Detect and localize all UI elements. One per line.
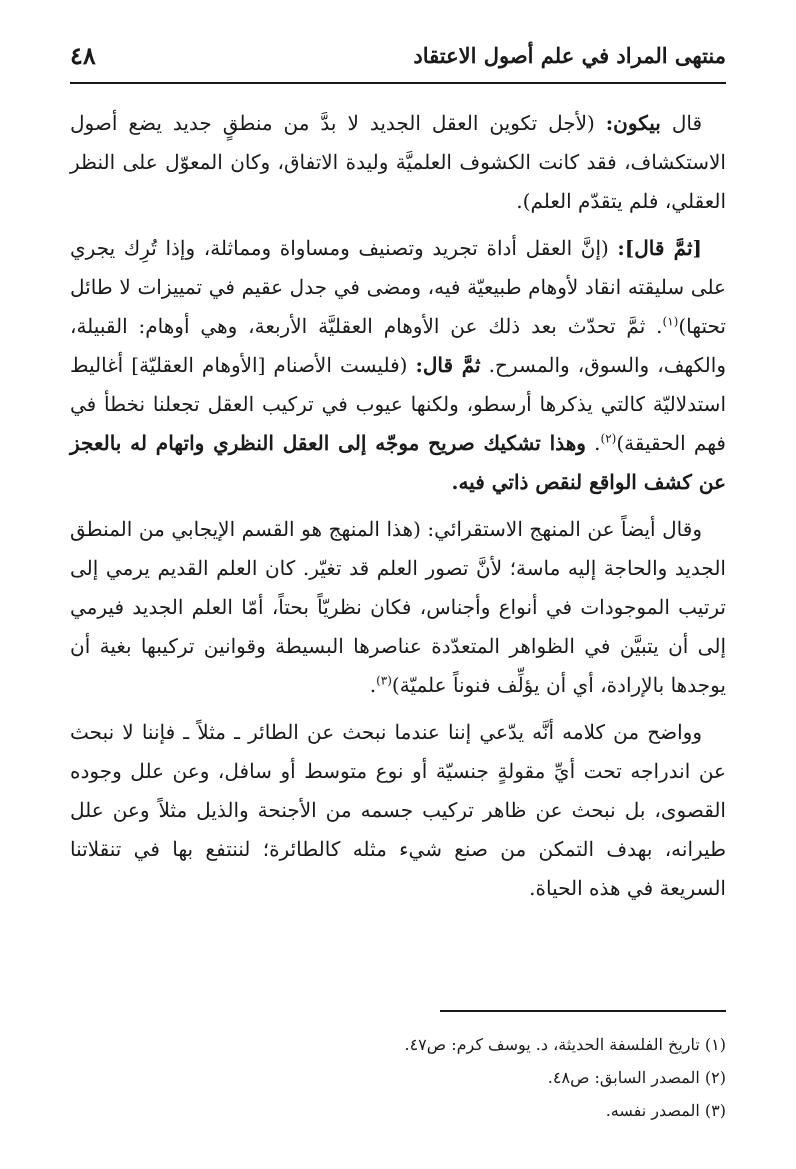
paragraph-1 <box>70 104 726 221</box>
footnote-2: (٢) المصدر السابق: ص٤٨. <box>547 1068 726 1087</box>
running-header <box>70 28 726 84</box>
paragraph-2 <box>70 229 726 502</box>
text-run: . <box>369 673 377 697</box>
footnote-ref[interactable]: (٣) <box>376 673 392 688</box>
footnote-1: (١) تاريخ الفلسفة الحديثة، د. يوسف كرم: ص٤٧. <box>404 1035 726 1054</box>
footnotes <box>70 1028 726 1127</box>
text-run: . <box>585 431 601 455</box>
page-number: ٤٨ <box>70 40 96 70</box>
main-text <box>70 104 726 908</box>
running-title: منتهى المراد في علم أصول الاعتقاد <box>413 42 726 68</box>
footnote-3: (٣) المصدر نفسه. <box>605 1101 726 1120</box>
footnote-ref[interactable]: (٢) <box>600 431 617 446</box>
text-run: وواضح من كلامه أنَّه يدّعي إننا عندما نبحث عن الطائر ـ مثلاً ـ فإننا لا نبحث عن اندراجه تحت أيِّ مقولةٍ جنسيّة أو نوع متوسط أو سافل، وعن علل وجوده القصوى، بل نبحث عن ظاهر تركيب جسمه من الأجنحة والذيل مثلاً وعن علل طيرانه، بهدف التمكن من صنع شيء مثله كالطائرة؛ لننتفع بها في تنقلاتنا السريعة في هذه الحياة. <box>70 720 726 900</box>
quote-text: (فليست الأصنام [الأوهام العقليّة] أغاليط استدلاليّة كالتي يذكرها أرسطو، ولكنها عيوب في تركيب العقل تجعلنا نخطأ في فهم الحقيقة) <box>70 353 726 455</box>
footnote-ref[interactable]: (١) <box>662 314 679 329</box>
bracket-heading: [ثمَّ قال]: <box>617 236 703 260</box>
text-run: . ثمَّ تحدّث بعد ذلك عن الأوهام العقليَّة الأربعة، وهي أوهام: القبيلة، والكهف، والسوق، والمسرح. <box>70 314 726 377</box>
bold-commentary: وهذا تشكيك صريح موجّه إلى العقل النظري واتهام له بالعجز عن كشف الواقع لنقص ذاتي فيه. <box>70 431 726 494</box>
quote-text: (إنَّ العقل أداة تجريد وتصنيف ومساواة ومماثلة، وإذا تُرِك يجري على سليقته انقاد لأوهام طبيعيّة فيه، ومضى في جدل عقيم في تمييزات لا طائل تحتها) <box>70 236 726 338</box>
footnote-divider <box>440 1010 726 1012</box>
quote-text: (لأجل تكوين العقل الجديد لا بدَّ من منطقٍ جديد يضع أصول الاستكشاف، فقد كانت الكشوف العلميَّة وليدة الاتفاق، وكان المعوّل على النظر العقلي، فلم يتقدّم العلم). <box>70 111 726 213</box>
paragraph-3 <box>70 510 726 705</box>
paragraph-4 <box>70 713 726 908</box>
quote-text: وقال أيضاً عن المنهج الاستقرائي: (هذا المنهج هو القسم الإيجابي من المنطق الجديد والحاجة إليه ماسة؛ لأنَّ تصور العلم قد تغيّر. كان العلم القديم يرمي إلى ترتيب الموجودات في أنواع وأجناس، فكان نظريّاً بحتاً، أمّا العلم الجديد فيرمي إلى أن يتبيَّن في الظواهر المتعدّدة عناصرها البسيطة وقوانين تركيبها بغية أن يوجدها بالإرادة، أي أن يؤلِّف فنوناً علميّة) <box>70 517 726 697</box>
speaker-name: بيكون: <box>605 111 661 135</box>
text-run: قال <box>660 111 703 135</box>
bold-phrase: ثمَّ قال: <box>415 353 481 377</box>
